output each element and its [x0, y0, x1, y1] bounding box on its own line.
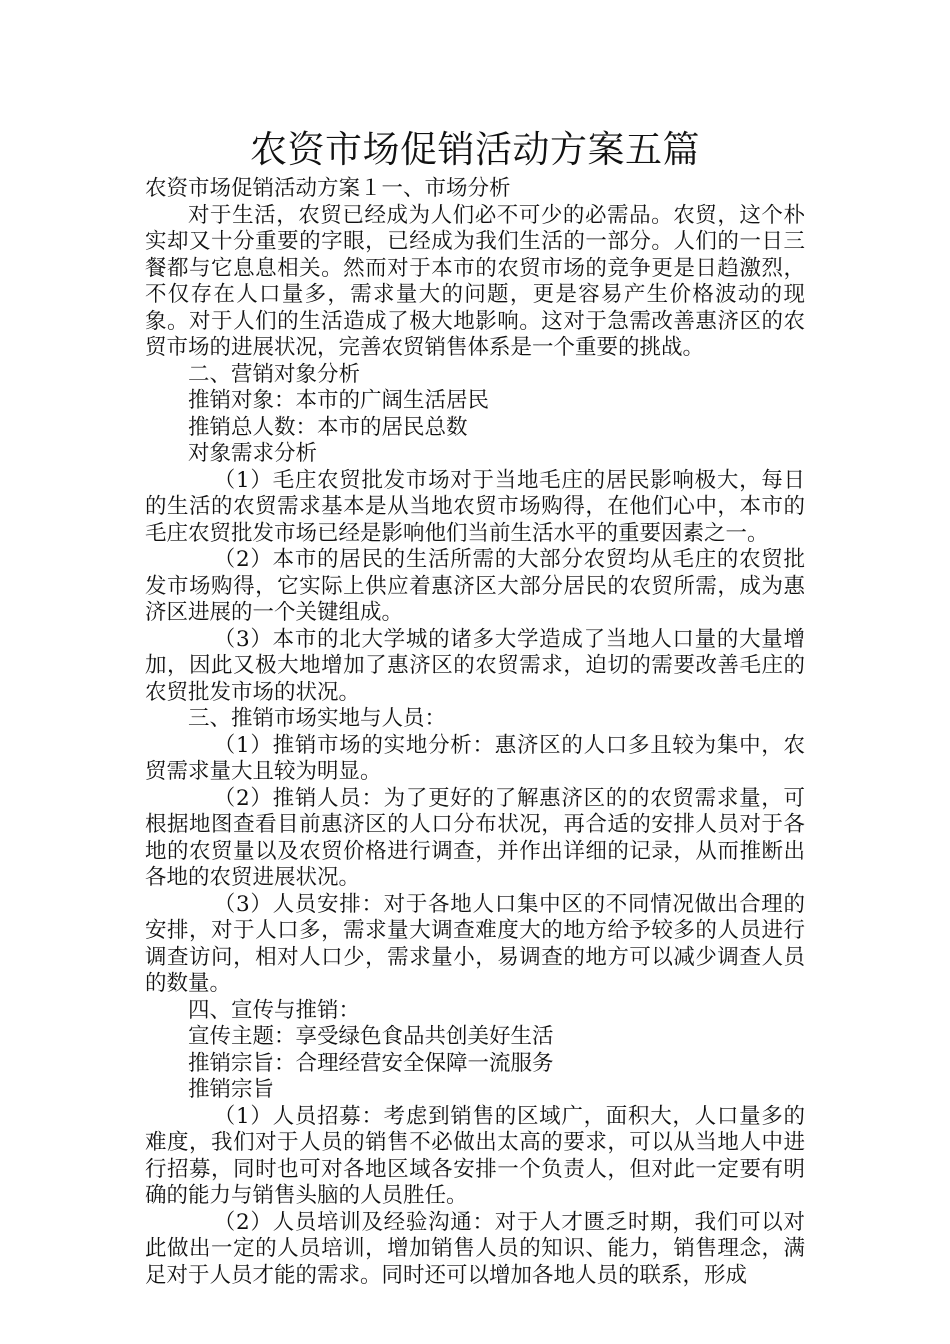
paragraph: （3）本市的北大学城的诸多大学造成了当地人口量的大量增加，因此又极大地增加了惠济区的农贸需求，迫切的需要改善毛庄的农贸批发市场的状况。	[145, 626, 805, 705]
paragraph: （2）本市的居民的生活所需的大部分农贸均从毛庄的农贸批发市场购得，它实际上供应着惠济区大部分居民的农贸所需，成为惠济区进展的一个关键组成。	[145, 547, 805, 625]
paragraph: 推销宗旨	[188, 1077, 275, 1102]
paragraph: 对象需求分析	[188, 441, 318, 466]
document-body	[145, 176, 805, 1289]
paragraph: 推销对象：本市的广阔生活居民	[188, 388, 490, 413]
paragraph: （1）人员招募：考虑到销售的区域广，面积大，人口量多的难度，我们对于人员的销售不必做出太高的要求，可以从当地人中进行招募，同时也可对各地区域各安排一个负责人，但对此一定要有明确的能力与销售头脑的人员胜任。	[145, 1103, 805, 1208]
paragraph: 推销宗旨：合理经营安全保障一流服务	[188, 1050, 554, 1076]
paragraph: 农资市场促销活动方案１一、市场分析	[145, 176, 511, 201]
paragraph: 推销总人数：本市的居民总数	[188, 414, 468, 440]
paragraph: （1）推销市场的实地分析：惠济区的人口多且较为集中，农贸需求量大且较为明显。	[145, 732, 805, 784]
section-heading: 二、营销对象分析	[188, 361, 361, 387]
paragraph: （3）人员安排：对于各地人口集中区的不同情况做出合理的安排，对于人口多，需求量大调查难度大的地方给予较多的人员进行调查访问，相对人口少，需求量小，易调查的地方可以减少调查人员的数量。	[145, 891, 805, 996]
paragraph: 对于生活，农贸已经成为人们必不可少的必需品。农贸，这个朴实却又十分重要的字眼，已经成为我们生活的一部分。人们的一日三餐都与它息息相关。然而对于本市的农贸市场的竞争更是日趋激烈，不仅存在人口量多，需求量大的问题，更是容易产生价格波动的现象。对于人们的生活造成了极大地影响。这对于急需改善惠济区的农贸市场的进展状况，完善农贸销售体系是一个重要的挑战。	[145, 202, 805, 360]
document-title: 农资市场促销活动方案五篇	[250, 128, 700, 171]
paragraph: 宣传主题：享受绿色食品共创美好生活	[188, 1024, 554, 1049]
paragraph: （1）毛庄农贸批发市场对于当地毛庄的居民影响极大，每日的生活的农贸需求基本是从当地农贸市场购得，在他们心中，本市的毛庄农贸批发市场已经是影响他们当前生活水平的重要因素之一。	[145, 467, 805, 546]
paragraph: （2）推销人员：为了更好的了解惠济区的的农贸需求量，可根据地图查看目前惠济区的人口分布状况，再合适的安排人员对于各地的农贸量以及农贸价格进行调查，并作出详细的记录，从而推断出各地的农贸进展状况。	[145, 785, 805, 890]
section-heading: 四、宣传与推销：	[188, 997, 361, 1023]
section-heading: 三、推销市场实地与人员：	[188, 706, 447, 731]
paragraph: （2）人员培训及经验沟通：对于人才匮乏时期，我们可以对此做出一定的人员培训，增加销售人员的知识、能力，销售理念，满足对于人员才能的需求。同时还可以增加各地人员的联系，形成	[145, 1209, 805, 1288]
